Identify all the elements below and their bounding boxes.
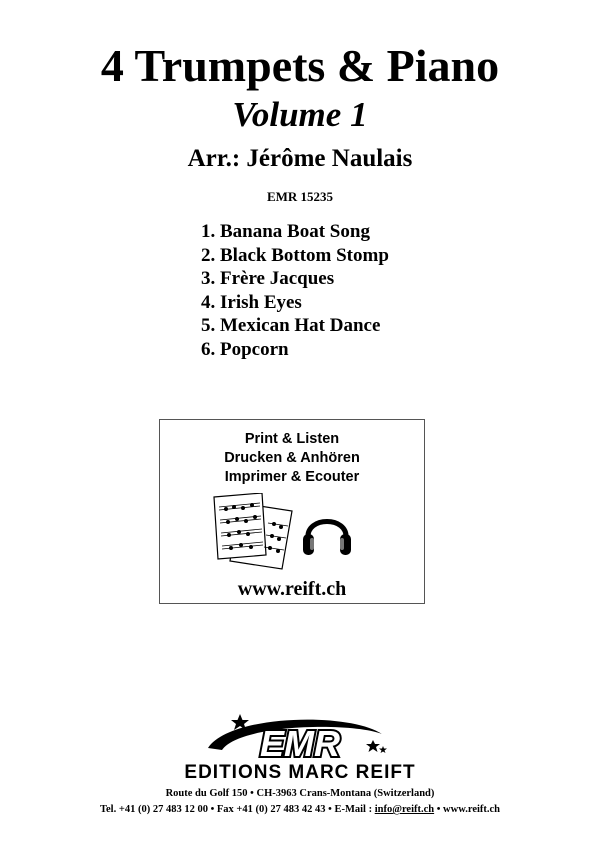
arranger-credit: Arr.: Jérôme Naulais [187, 145, 413, 172]
promo-line-english: Print & Listen [244, 431, 340, 447]
promo-line-german: Drucken & Anhören [224, 450, 360, 466]
email-link[interactable]: info@reift.ch [374, 804, 435, 815]
track-list [201, 220, 389, 361]
headphones-icon [300, 502, 354, 560]
track-item: 3. Frère Jacques [201, 268, 335, 289]
volume-subtitle: Volume 1 [232, 95, 368, 134]
publisher-address: Route du Golf 150 • CH-3963 Crans-Montana (Switzerland) [165, 788, 435, 799]
promo-line-french: Imprimer & Ecouter [224, 469, 360, 485]
contact-website: • www.reift.ch [434, 804, 501, 815]
track-item: 5. Mexican Hat Dance [201, 315, 381, 336]
page-title: 4 Trumpets & Piano [100, 40, 500, 91]
promo-website: www.reift.ch [237, 578, 347, 600]
emr-logo [200, 712, 390, 764]
print-listen-box [159, 419, 425, 604]
logo-text: EMR [260, 723, 340, 764]
publisher-name: EDITIONS MARC REIFT [184, 762, 416, 783]
track-item: 1. Banana Boat Song [201, 221, 370, 242]
contact-phone-fax: Tel. +41 (0) 27 483 12 00 • Fax +41 (0) 27 483 42 43 • E-Mail : [99, 804, 375, 815]
track-item: 4. Irish Eyes [201, 291, 302, 313]
track-item: 6. Popcorn [201, 338, 289, 360]
sheet-music-icon [210, 493, 298, 573]
catalog-number: EMR 15235 [266, 189, 334, 204]
publisher-contact [0, 803, 600, 816]
track-item: 2. Black Bottom Stomp [201, 244, 389, 266]
